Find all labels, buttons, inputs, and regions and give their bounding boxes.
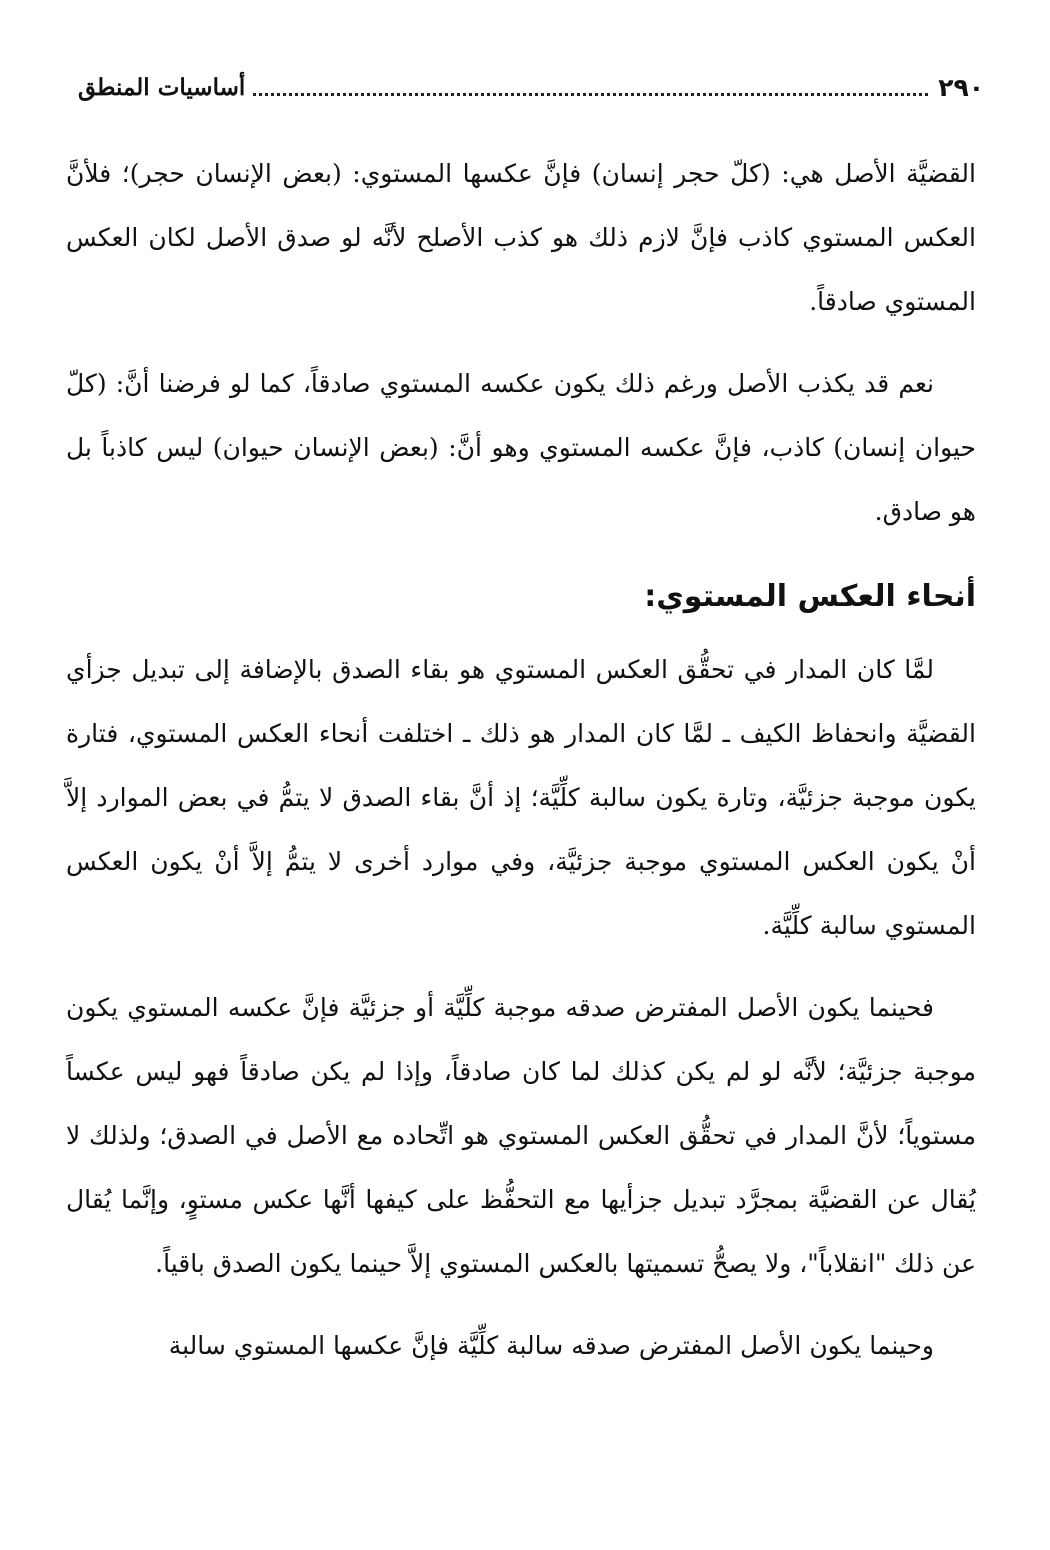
dotted-leader [253,93,928,96]
paragraph: القضيَّة الأصل هي: (كلّ حجر إنسان) فإنَّ عكسها المستوي: (بعض الإنسان حجر)؛ فلأنَّ العكس المستوي كاذب فإنَّ لازم ذلك هو كذب الأصلح لأنَّه لو صدق الأصل لكان العكس المستوي صادقاً. [66,159,976,316]
page-number: ٢٩٠ [938,73,984,102]
paragraph: وحينما يكون الأصل المفترض صدقه سالبة كلِّيَّة فإنَّ عكسها المستوي سالبة [168,1331,934,1360]
paragraph: لمَّا كان المدار في تحقُّق العكس المستوي هو بقاء الصدق بالإضافة إلى تبديل جزأي القضيَّة وانحفاظ الكيف ـ لمَّا كان المدار هو ذلك ـ اختلفت أنحاء العكس المستوي، فتارة يكون موجبة جزئيَّة، وتارة يكون سالبة كلِّيَّة؛ إذ أنَّ بقاء الصدق لا يتمُّ في بعض الموارد إلاَّ أنْ يكون العكس المستوي موجبة جزئيَّة، وفي موارد أخرى لا يتمُّ إلاَّ أنْ يكون العكس المستوي سالبة كلِّيَّة. [66,655,976,940]
paragraph: فحينما يكون الأصل المفترض صدقه موجبة كلِّيَّة أو جزئيَّة فإنَّ عكسه المستوي يكون موجبة جزئيَّة؛ لأنَّه لو لم يكن كذلك لما كان صادقاً، وإذا لم يكن صادقاً فهو ليس عكساً مستوياً؛ لأنَّ المدار في تحقُّق العكس المستوي هو اتِّحاده مع الأصل في الصدق؛ ولذلك لا يُقال عن القضيَّة بمجرَّد تبديل جزأيها مع التحفُّظ على كيفها أنَّها عكس مستوٍ، وإنَّما يُقال عن ذلك "انقلاباً"، ولا يصحُّ تسميتها بالعكس المستوي إلاَّ حينما يكون الصدق باقياً. [66,993,976,1278]
body-text [66,142,976,1396]
running-title: أساسيات المنطق [78,74,246,101]
section-heading: أنحاء العكس المستوي: [644,579,976,614]
paragraph: نعم قد يكذب الأصل ورغم ذلك يكون عكسه المستوي صادقاً، كما لو فرضنا أنَّ: (كلّ حيوان إنسان) كاذب، فإنَّ عكسه المستوي وهو أنَّ: (بعض الإنسان حيوان) ليس كاذباً بل هو صادق. [66,369,976,526]
running-header [78,58,984,108]
